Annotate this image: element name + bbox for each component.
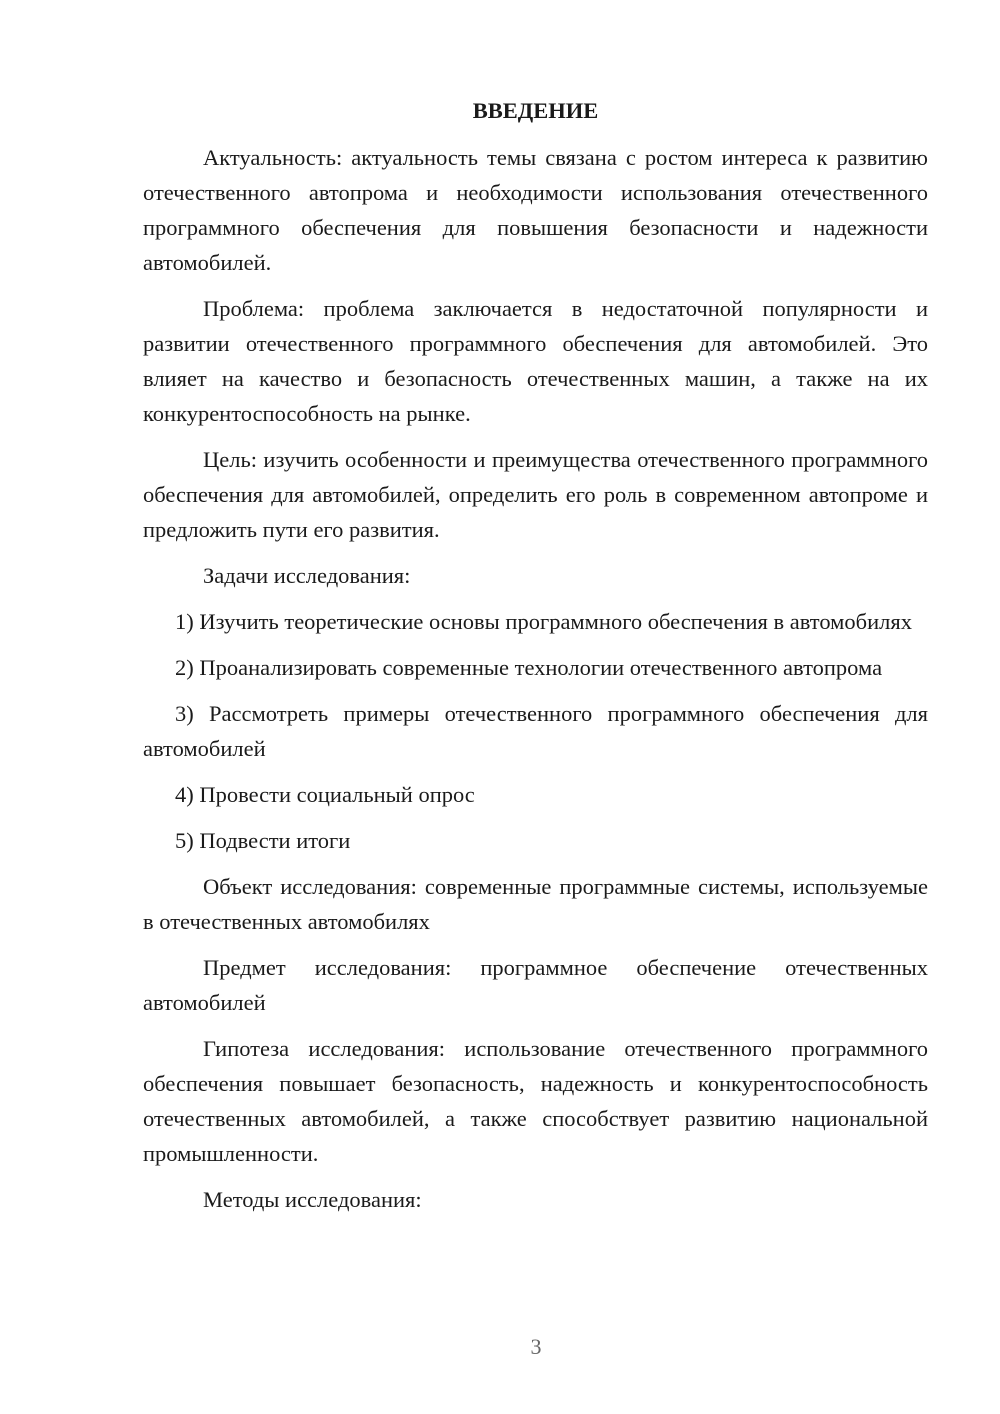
methods-heading: Методы исследования: <box>203 1187 422 1212</box>
task-item-2: 2) Проанализировать современные технологии отечественного автопрома <box>175 655 883 680</box>
relevance-paragraph: Актуальность: актуальность темы связана с ростом интереса к развитию отечественного автопрома и необходимости использования отечественного программного обеспечения для повышения безопасности и надежности автомобилей. <box>143 145 928 275</box>
problem-paragraph: Проблема: проблема заключается в недостаточной популярности и развитии отечественного программного обеспечения для автомобилей. Это влияет на качество и безопасность отечественных машин, а также на их конкурентоспособность на рынке. <box>143 296 928 426</box>
object-paragraph: Объект исследования: современные программные системы, используемые в отечественных автомобилях <box>143 874 928 934</box>
section-title: ВВЕДЕНИЕ <box>472 98 599 123</box>
task-item-1: 1) Изучить теоретические основы программного обеспечения в автомобилях <box>175 609 912 634</box>
page-number: 3 <box>530 1334 542 1359</box>
tasks-heading: Задачи исследования: <box>203 563 411 588</box>
hypothesis-paragraph: Гипотеза исследования: использование отечественного программного обеспечения повышает безопасность, надежность и конкурентоспособность отечественных автомобилей, а также способствует развитию национальной промышленности. <box>143 1036 928 1166</box>
goal-paragraph: Цель: изучить особенности и преимущества отечественного программного обеспечения для автомобилей, определить его роль в современном автопроме и предложить пути его развития. <box>143 447 928 542</box>
task-item-4: 4) Провести социальный опрос <box>175 782 475 807</box>
subject-paragraph: Предмет исследования: программное обеспечение отечественных автомобилей <box>143 955 928 1015</box>
page-content <box>143 93 928 1228</box>
task-item-3: 3) Рассмотреть примеры отечественного программного обеспечения для автомобилей <box>143 701 928 761</box>
task-item-5: 5) Подвести итоги <box>175 828 351 853</box>
